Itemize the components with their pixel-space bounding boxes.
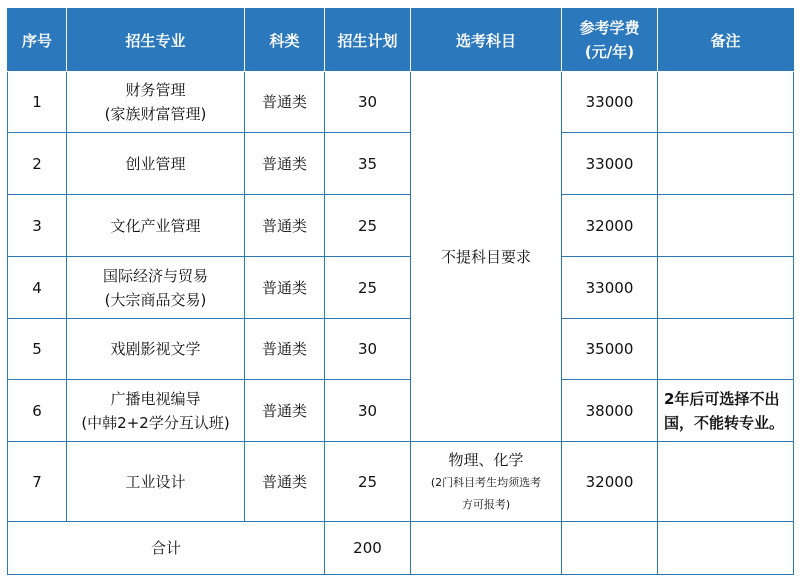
major-direction: (家族财富管理)	[104, 105, 207, 123]
cell-note-text: 2年后可选择不出国，不能转专业。	[658, 380, 794, 442]
cell-no: 2	[8, 133, 67, 195]
major-name: 国际经济与贸易	[102, 266, 208, 285]
header-fee	[562, 9, 658, 72]
subjects-main: 物理、化学	[448, 450, 524, 469]
cell-major: 戏剧影视文学	[67, 319, 245, 380]
cell-note	[658, 319, 794, 380]
header-fee-line1: 参考学费	[579, 19, 640, 37]
total-plan: 200	[325, 522, 411, 575]
header-major: 招生专业	[67, 9, 245, 72]
cell-no: 6	[8, 380, 67, 442]
cell-no: 7	[8, 442, 67, 522]
cell-category: 普通类	[245, 195, 325, 257]
cell-note	[658, 257, 794, 319]
table-row	[8, 257, 794, 319]
cell-major: 工业设计	[67, 442, 245, 522]
cell-plan: 35	[325, 133, 411, 195]
cell-category: 普通类	[245, 442, 325, 522]
cell-major	[67, 257, 245, 319]
cell-plan: 30	[325, 380, 411, 442]
cell-note	[658, 442, 794, 522]
table-row	[8, 72, 794, 133]
subjects-note-line1: (2门科目考生均须选考	[430, 475, 542, 489]
cell-major	[67, 380, 245, 442]
cell-plan: 30	[325, 319, 411, 380]
cell-note	[658, 133, 794, 195]
total-row	[8, 522, 794, 575]
total-subjects	[411, 522, 562, 575]
cell-no: 4	[8, 257, 67, 319]
subjects-note-line2: 方可报考)	[461, 497, 511, 511]
cell-fee: 35000	[562, 319, 658, 380]
cell-category: 普通类	[245, 319, 325, 380]
table-row	[8, 442, 794, 522]
cell-fee: 33000	[562, 72, 658, 133]
cell-no: 1	[8, 72, 67, 133]
cell-note	[658, 72, 794, 133]
major-direction: (大宗商品交易)	[104, 290, 207, 309]
cell-plan: 25	[325, 195, 411, 257]
major-name: 广播电视编导	[110, 389, 201, 408]
cell-fee: 32000	[562, 442, 658, 522]
cell-no: 3	[8, 195, 67, 257]
header-row	[8, 9, 794, 72]
cell-major	[67, 72, 245, 133]
cell-plan: 25	[325, 442, 411, 522]
header-fee-line2: (元/年)	[584, 43, 635, 61]
cell-fee: 38000	[562, 380, 658, 442]
total-fee	[562, 522, 658, 575]
cell-major: 创业管理	[67, 133, 245, 195]
cell-category: 普通类	[245, 72, 325, 133]
cell-fee: 33000	[562, 257, 658, 319]
cell-subjects-merged: 不提科目要求	[411, 72, 562, 442]
table-row	[8, 195, 794, 257]
admissions-table	[7, 8, 794, 575]
table-row	[8, 380, 794, 442]
header-no: 序号	[8, 9, 67, 72]
major-name: 财务管理	[125, 81, 186, 99]
cell-fee: 33000	[562, 133, 658, 195]
header-note: 备注	[658, 9, 794, 72]
cell-plan: 25	[325, 257, 411, 319]
cell-category: 普通类	[245, 380, 325, 442]
header-plan: 招生计划	[325, 9, 411, 72]
cell-subjects-row7	[411, 442, 562, 522]
header-category: 科类	[245, 9, 325, 72]
table-row	[8, 133, 794, 195]
header-subjects: 选考科目	[411, 9, 562, 72]
total-note	[658, 522, 794, 575]
cell-category: 普通类	[245, 257, 325, 319]
cell-category: 普通类	[245, 133, 325, 195]
cell-no: 5	[8, 319, 67, 380]
total-label: 合计	[8, 522, 325, 575]
major-direction: (中韩2+2学分互认班)	[81, 413, 230, 432]
cell-note	[658, 195, 794, 257]
cell-plan: 30	[325, 72, 411, 133]
cell-fee: 32000	[562, 195, 658, 257]
cell-major: 文化产业管理	[67, 195, 245, 257]
table-row	[8, 319, 794, 380]
